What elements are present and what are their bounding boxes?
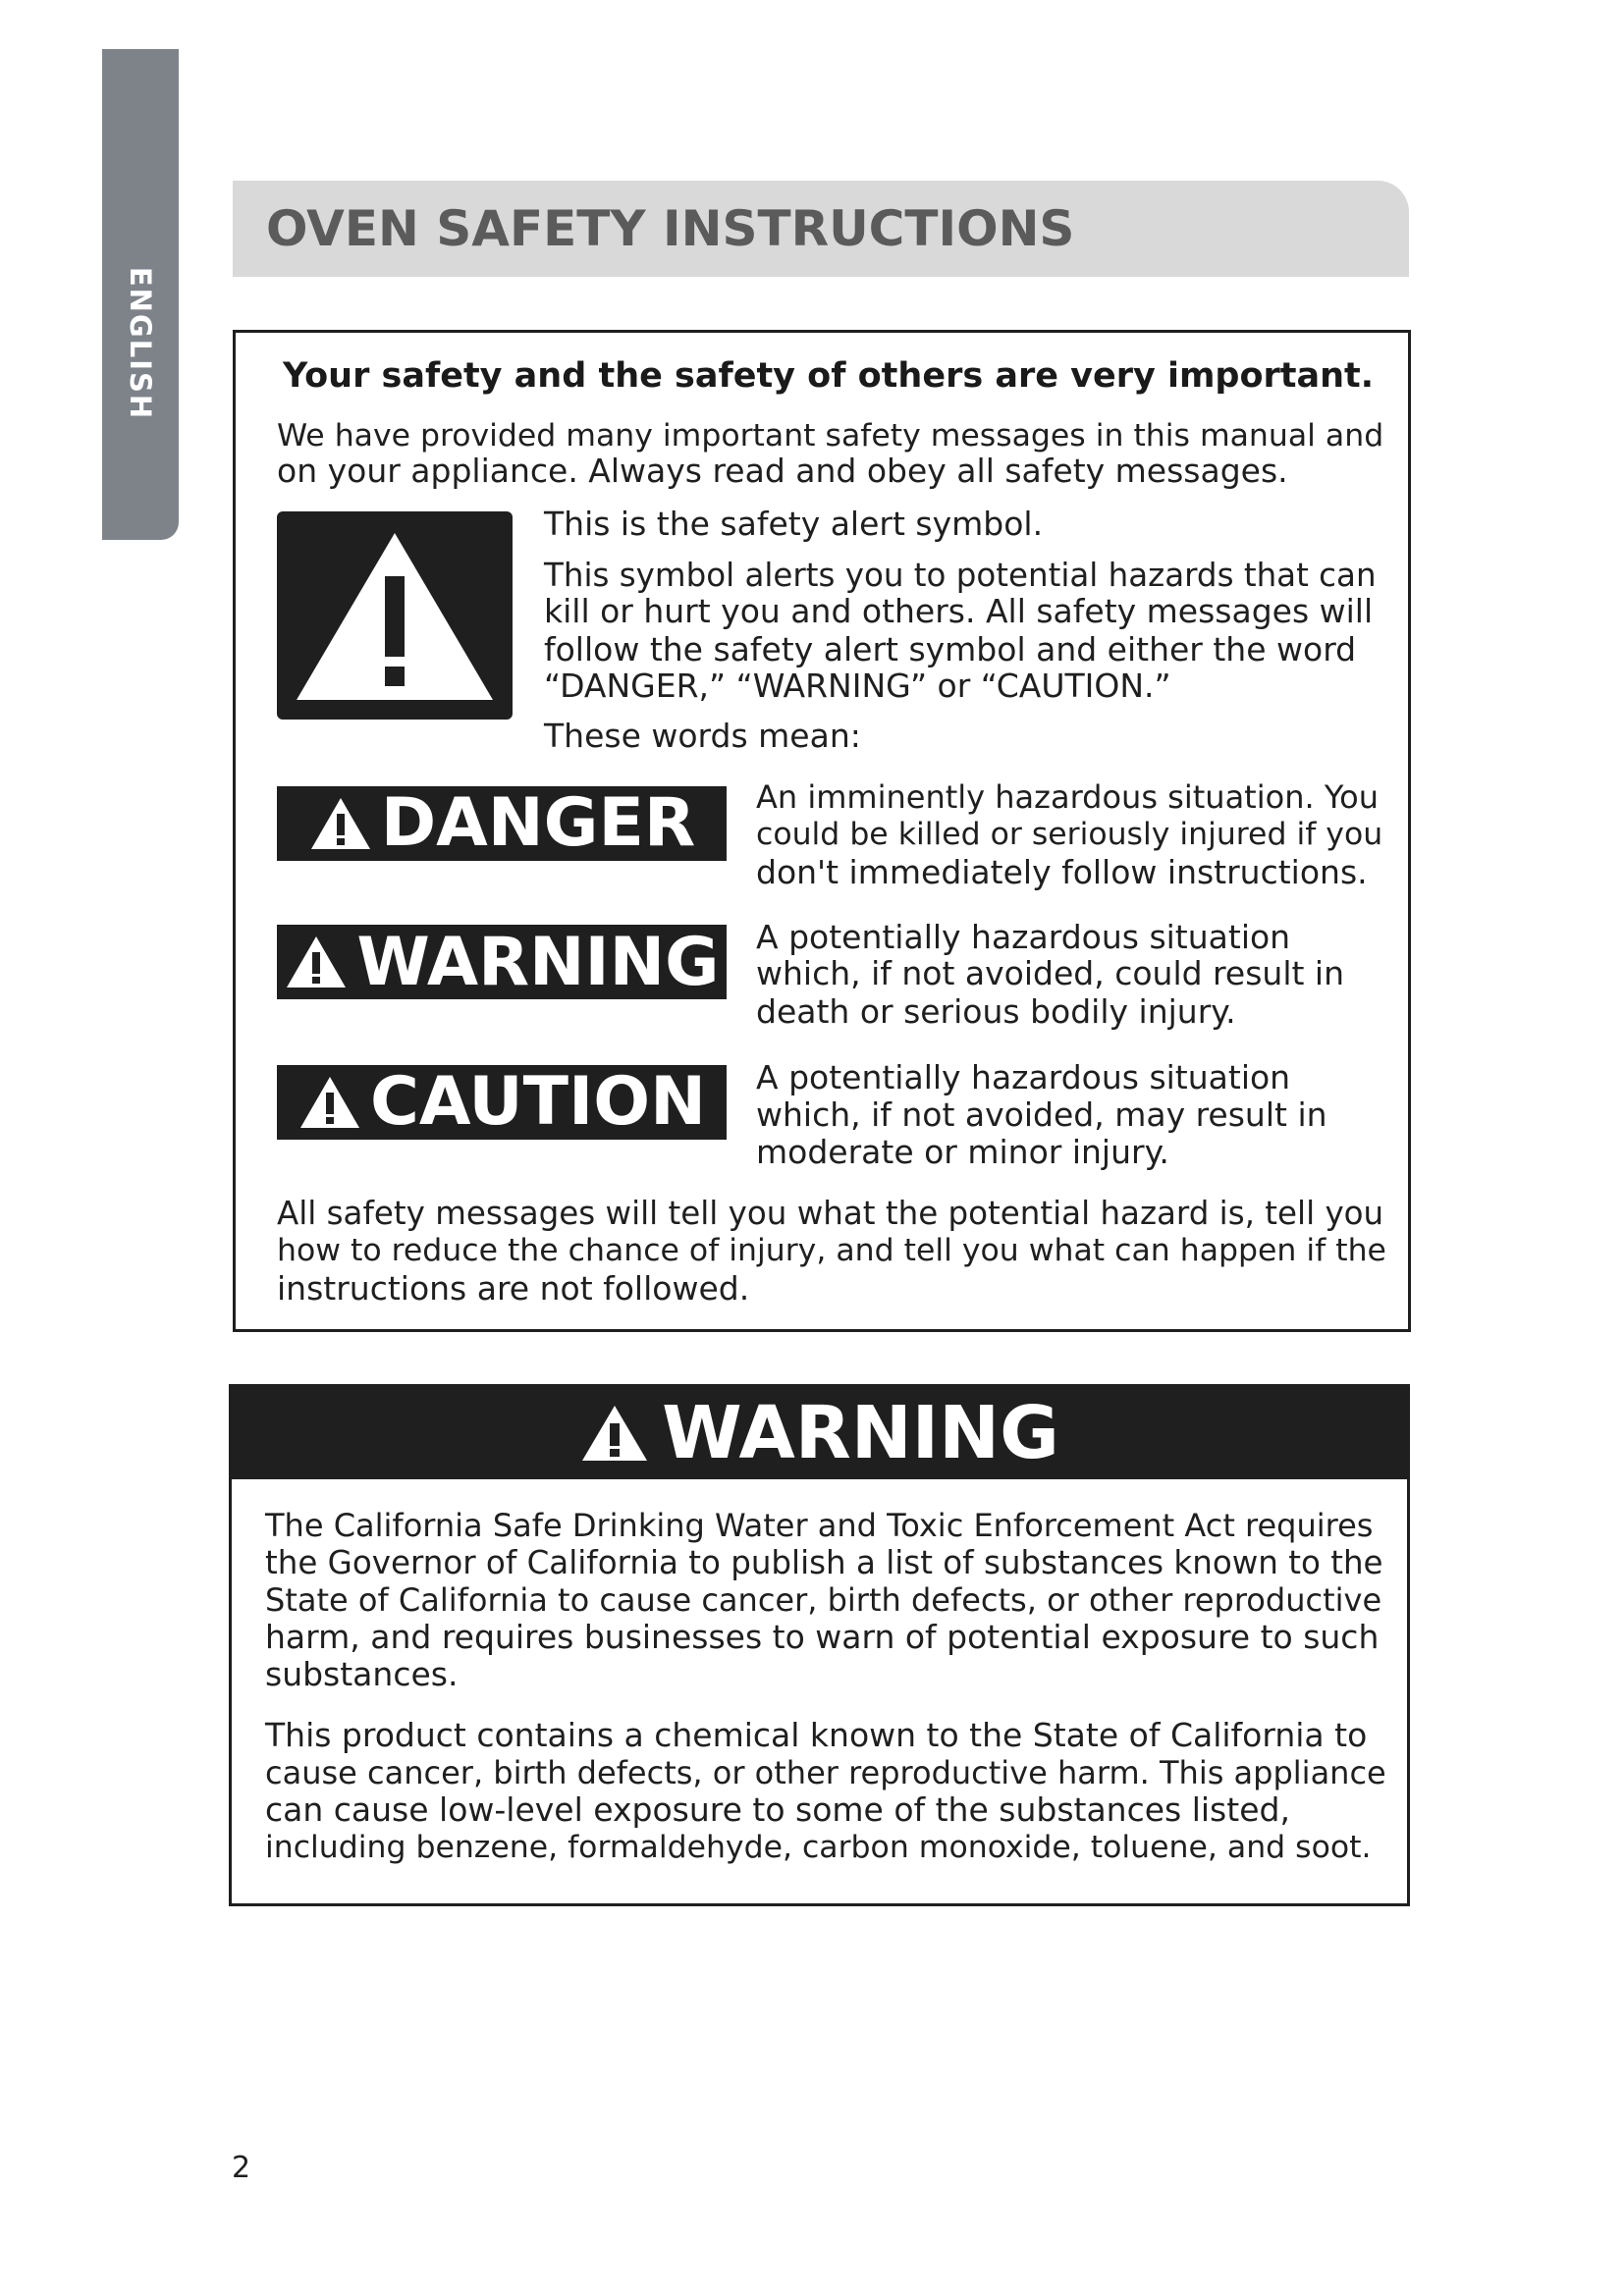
words-mean-text: These words mean:: [544, 717, 861, 755]
warning-triangle-icon: [308, 794, 373, 853]
warning-triangle-icon: [284, 933, 349, 991]
safety-alert-triangle-graphic: [277, 511, 513, 720]
intro-line: on your appliance. Always read and obey all safety messages.: [277, 452, 1288, 490]
caution-description-line: moderate or minor injury.: [756, 1133, 1169, 1171]
danger-description-line: could be killed or seriously injured if you: [756, 817, 1383, 852]
warning-triangle-icon: [298, 1073, 362, 1132]
caution-word: CAUTION: [369, 1063, 707, 1141]
alert-description-line: follow the safety alert symbol and either the word: [544, 630, 1357, 668]
prop65-paragraph1-line: harm, and requires businesses to warn of potential exposure to such: [265, 1618, 1380, 1656]
warning-signal-label: [277, 925, 727, 999]
intro-line: We have provided many important safety messages in this manual and: [277, 418, 1384, 454]
warning-description-line: A potentially hazardous situation: [756, 918, 1291, 956]
warning-header-bar: [232, 1387, 1407, 1479]
warning-description-line: death or serious bodily injury.: [756, 992, 1236, 1031]
danger-description-line: don't immediately follow instructions.: [756, 853, 1368, 891]
alert-description-line: This symbol alerts you to potential hazards that can: [544, 557, 1377, 594]
language-tab: [102, 49, 179, 540]
safety-info-box: [233, 330, 1411, 1332]
alert-description-line: “DANGER,” “WARNING” or “CAUTION.”: [544, 667, 1171, 705]
california-warning-box: [229, 1384, 1410, 1906]
closing-line: All safety messages will tell you what the potential hazard is, tell you: [277, 1195, 1384, 1232]
warning-triangle-icon: [579, 1402, 650, 1465]
page-number: 2: [232, 2151, 251, 2185]
language-tab-label: ENGLISH: [124, 266, 157, 421]
prop65-paragraph1-line: substances.: [265, 1655, 459, 1693]
closing-line: instructions are not followed.: [277, 1269, 750, 1308]
caution-description-line: A potentially hazardous situation: [756, 1058, 1291, 1096]
prop65-paragraph2-line: This product contains a chemical known to the State of California to: [265, 1716, 1368, 1754]
safety-alert-triangle-icon: [277, 511, 513, 720]
prop65-paragraph2-line: cause cancer, birth defects, or other reproductive harm. This appliance: [265, 1754, 1386, 1791]
closing-line: how to reduce the chance of injury, and tell you what can happen if the: [277, 1233, 1386, 1268]
danger-description-line: An imminently hazardous situation. You: [756, 778, 1379, 816]
warning-word: WARNING: [356, 923, 720, 1000]
prop65-paragraph1-line: State of California to cause cancer, birth defects, or other reproductive: [265, 1581, 1382, 1619]
danger-signal-label: [277, 786, 727, 861]
page-title: OVEN SAFETY INSTRUCTIONS: [266, 200, 1075, 257]
warning-description-line: which, if not avoided, could result in: [756, 954, 1344, 992]
prop65-paragraph2-line: including benzene, formaldehyde, carbon monoxide, toluene, and soot.: [265, 1830, 1372, 1865]
prop65-paragraph1-line: The California Safe Drinking Water and Toxic Enforcement Act requires: [265, 1507, 1374, 1544]
safety-title: Your safety and the safety of others are very important.: [283, 356, 1375, 396]
warning-header-label: WARNING: [662, 1391, 1059, 1475]
caution-signal-label: [277, 1065, 727, 1140]
section-header: [233, 181, 1409, 277]
prop65-paragraph2-line: can cause low-level exposure to some of the substances listed,: [265, 1790, 1290, 1829]
caution-description-line: which, if not avoided, may result in: [756, 1095, 1327, 1134]
prop65-paragraph1-line: the Governor of California to publish a list of substances known to the: [265, 1544, 1383, 1581]
alert-symbol-text: This is the safety alert symbol.: [544, 505, 1044, 543]
danger-word: DANGER: [380, 784, 696, 862]
alert-description-line: kill or hurt you and others. All safety messages will: [544, 592, 1374, 630]
